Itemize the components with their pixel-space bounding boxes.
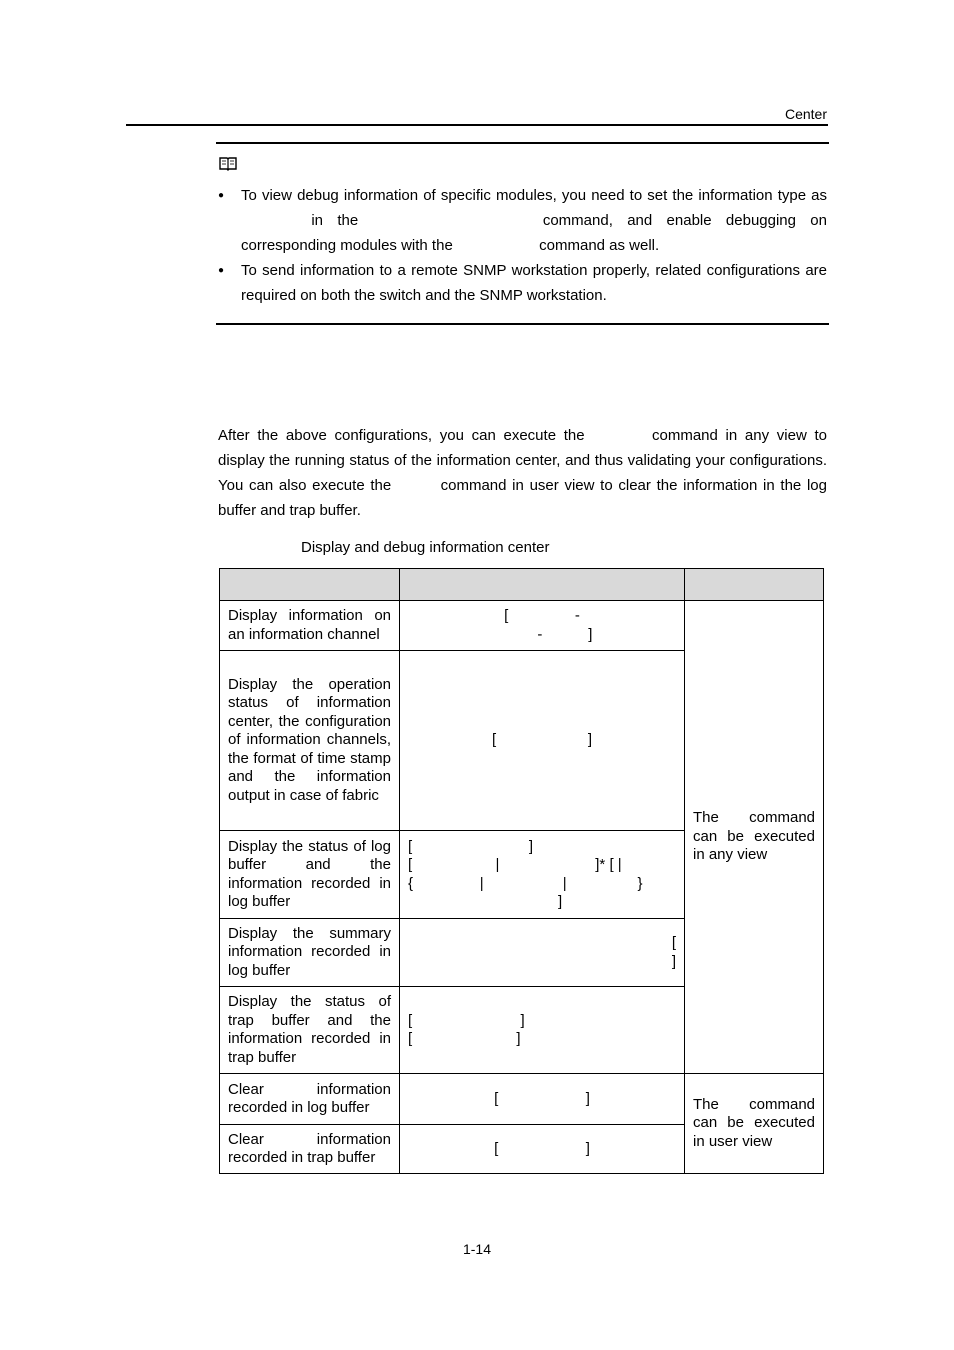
- table-row: [220, 601, 824, 651]
- remark-user-view: The command can be executed in user view: [685, 1074, 824, 1174]
- page-header-title: Center: [784, 106, 827, 122]
- body-paragraph: After the above configurations, you can execute the command in any view to display the running status of the information center, and thus validating your configurations. You can also execute the command in user view to clear the information in the log buffer and trap buffer.: [218, 427, 828, 519]
- operation-cell: Display information on an information channel: [220, 601, 400, 651]
- note-bullet-list: [218, 183, 827, 308]
- command-table: [219, 568, 824, 1174]
- operation-cell: Display the status of trap buffer and the information recorded in trap buffer: [220, 987, 400, 1074]
- command-cell: [ - - ]: [400, 601, 685, 651]
- header-command: [400, 569, 685, 601]
- operation-cell: Clear information recorded in trap buffer: [220, 1125, 400, 1174]
- note-top-rule: [216, 142, 829, 144]
- command-cell: [ ]: [400, 651, 685, 831]
- header-operation: [220, 569, 400, 601]
- note-bottom-rule: [216, 323, 829, 325]
- book-icon: [219, 156, 237, 171]
- header-remarks: [685, 569, 824, 601]
- operation-cell: Display the operation status of information center, the configuration of information channels, the format of time stamp and the information output in case of fabric: [220, 651, 400, 831]
- table-caption: Display and debug information center: [301, 539, 550, 556]
- note-bullet-snmp: ● To send information to a remote SNMP workstation properly, related configurations are required on both the switch and the SNMP workstation.: [218, 258, 827, 308]
- operation-cell: Display the summary information recorded in log buffer: [220, 919, 400, 987]
- command-cell: [ ]: [400, 1125, 685, 1174]
- command-cell: [ ] [ | ]* [ | { | | } ]: [400, 831, 685, 919]
- header-rule: [126, 124, 828, 126]
- page-number: 1-14: [462, 1241, 492, 1257]
- operation-cell: Display the status of log buffer and the information recorded in log buffer: [220, 831, 400, 919]
- table-row: [220, 1074, 824, 1125]
- note-bullet-debug: ● To view debug information of specific modules, you need to set the information type as in the command, and enable debugging on corresponding modules with the command as well.: [218, 183, 827, 258]
- table-header-row: [220, 569, 824, 601]
- command-cell: [ ] [ ]: [400, 987, 685, 1074]
- command-cell: [ ]: [400, 1074, 685, 1125]
- remark-any-view: The command can be executed in any view: [685, 601, 824, 1074]
- command-cell: [ ]: [400, 919, 685, 987]
- operation-cell: Clear information recorded in log buffer: [220, 1074, 400, 1125]
